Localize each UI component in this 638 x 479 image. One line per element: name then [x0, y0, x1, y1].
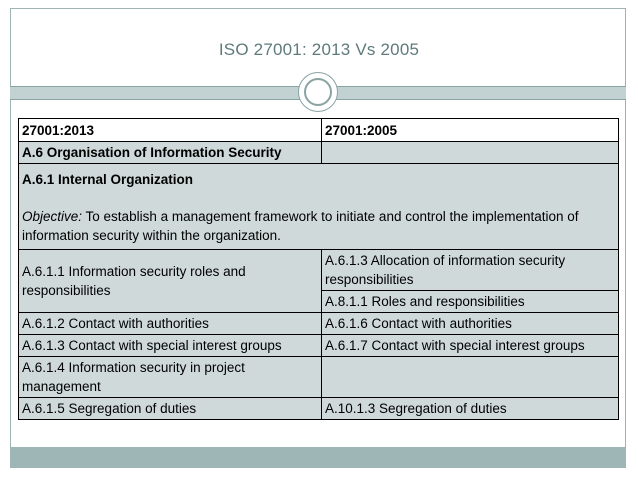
subsection-title: A.6.1 Internal Organization — [22, 172, 194, 187]
footer-band — [10, 447, 626, 468]
column-header-2005: 27001:2005 — [322, 119, 619, 142]
slide-title: ISO 27001: 2013 Vs 2005 — [218, 40, 420, 59]
row-left-cell: A.6.1.3 Contact with special interest groups — [19, 335, 322, 357]
row-right-cell: A.6.1.3 Allocation of information security responsibilities — [322, 250, 619, 291]
table-row — [19, 398, 619, 420]
row-right-cell: A.8.1.1 Roles and responsibilities — [322, 291, 619, 313]
table-row — [19, 357, 619, 398]
row-right-cell: A.6.1.7 Contact with special interest groups — [322, 335, 619, 357]
row-left-cell: A.6.1.4 Information security in project management — [19, 357, 322, 398]
subsection-row — [19, 164, 619, 250]
table-row — [19, 250, 619, 291]
row-right-cell: A.10.1.3 Segregation of duties — [322, 398, 619, 420]
column-header-2013: 27001:2013 — [19, 119, 322, 142]
row-left-cell: A.6.1.1 Information security roles and responsibilities — [19, 250, 322, 313]
row-left-cell: A.6.1.2 Contact with authorities — [19, 313, 322, 335]
row-left-cell: A.6.1.5 Segregation of duties — [19, 398, 322, 420]
row-right-cell — [322, 357, 619, 398]
objective-label: Objective: — [22, 209, 83, 224]
comparison-table — [18, 118, 619, 420]
section-empty-cell — [322, 142, 619, 164]
section-row — [19, 142, 619, 164]
table-header-row — [19, 119, 619, 142]
objective-text: To establish a management framework to initiate and control the implementation of information security within the organization. — [22, 209, 579, 243]
table-row — [19, 313, 619, 335]
table-row — [19, 335, 619, 357]
ring-inner-icon — [304, 78, 332, 106]
subsection-cell — [19, 164, 619, 250]
row-right-cell: A.6.1.6 Contact with authorities — [322, 313, 619, 335]
section-title: A.6 Organisation of Information Security — [19, 142, 322, 164]
